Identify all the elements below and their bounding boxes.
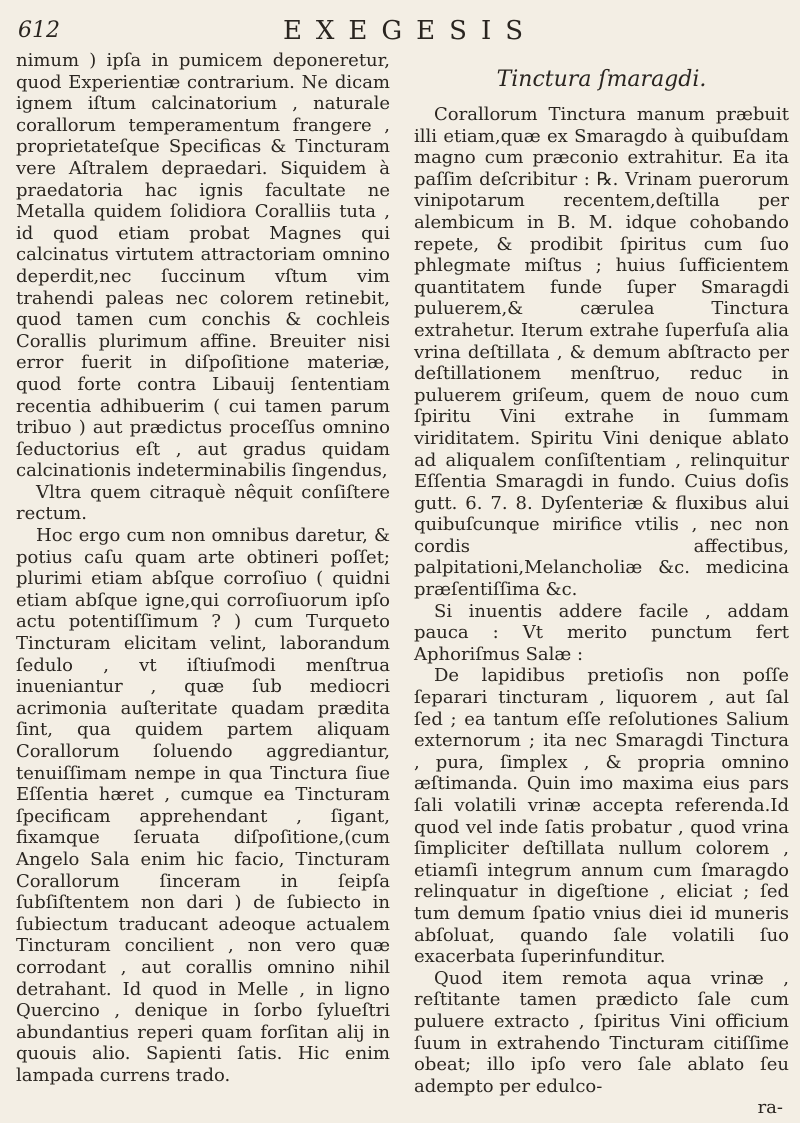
paragraph: Hoc ergo cum non omnibus daretur, & potius caſu quam arte obtineri poſſet; plurimi etiam abſque corroſiuo ( quidni etiam abſque igne,qui corroſiuorum ipſo actu potentiſſimum ? ) cum Turqueto Tincturam elicitam velint, laborandum ſedulo , vt iſtiuſmodi menſtrua inueniantur , quæ ſub mediocri acrimonia auſteritate quadam prædita ſint, qua quidem partem aliquam Corallorum ſoluendo aggrediantur, tenuiſſimam nempe in qua Tinctura ſiue Eſſentia hæret , cumque ea Tincturam ſpecificam apprehendant , ſigant, fixamque ſeruata diſpoſitione,(cum Angelo Sala enim hic facio, Tincturam Corallorum ſinceram in ſeipſa ſubſiſtentem non dari ) de ſubiecto in ſubiectum traducant adeoque actualem Tincturam concilient , non vero quæ corrodant , aut corallis omnino nihil detrahant. Id quod in Melle , in ligno Quercino , denique in ſorbo ſylueſtri abundantius reperi quam forſitan alij in quouis alio. Sapienti ſatis. Hic enim lampada currens trado. [16,525,390,1086]
paragraph: Si inuentis addere facile , addam pauca : Vt merito punctum fert Aphoriſmus Salæ : [414,600,789,665]
catchword: ra- [757,1097,783,1119]
paragraph: nimum ) ipſa in pumicem deponeretur, quod Experientiæ contrarium. Ne dicam ignem iſtum calcinatorium , naturale corallorum temperamentum frangere , proprietateſque Specificas & Tincturam vere Aſtralem depraedari. Siquidem à praedatoria hac ignis facultate ne Metalla quidem ſolidiora Coralliis tuta , id quod etiam probat Magnes qui calcinatus virtutem attractoriam omnino deperdit,nec ſuccinum vſtum vim trahendi paleas nec colorem retinebit, quod tamen cum conchis & cochleis Corallis plurimum affine. Breuiter nisi error fuerit in diſpoſitione materiæ, quod forte contra Libauij ſententiam recentia adhibuerim ( cui tamen parum tribuo ) aut prædictus proceſſus omnino ſeductorius eſt , aut gradus quidam calcinationis indeterminabilis ſingendus, [16,50,390,482]
left-column [16,50,390,1087]
paragraph: De lapidibus pretioſis non poſſe ſeparari tincturam , liquorem , aut ſal ſed ; ea tantum eſſe reſolutiones Salium externorum ; ita nec Smaragdi Tinctura , pura, ſimplex , & propria omnino æſtimanda. Quin imo maxima eius pars ſali volatili vrinæ accepta referenda.Id quod vel inde ſatis probatur , quod vrina ſimpliciter deſtillata nullum colorem , etiamſi integrum annum cum ſmaragdo relinquatur in digeſtione , eliciat ; ſed tum demum ſpatio vnius diei id muneris abſoluat, quando ſale volatili ſuo exacerbata ſuperinfunditur. [414,665,789,968]
paragraph: Quod item remota aqua vrinæ , reſtitante tamen prædicto ſale cum puluere extracto , ſpiritus Vini officium ſuum in extrahendo Tincturam citiſſime obeat; illo ipſo vero ſale ablato ſeu adempto per edulco- [414,967,789,1097]
section-title: Tinctura ſmaragdi. [496,67,707,92]
page-header [0,16,800,48]
paragraph: Vltra quem citraquè nêquit conſiſtere rectum. [16,481,390,525]
running-head: EXEGESIS [282,16,538,46]
paragraph: Corallorum Tinctura manum præbuit illi etiam,quæ ex Smaragdo à quibuſdam magno cum præconio extrahitur. Ea ita paſſim deſcribitur : ℞. Vrinam puerorum vinipotarum recentem,deſtilla per alembicum in B. M. idque cohobando repete, & prodibit ſpiritus cum ſuo phlegmate miſtus ; huius ſufficientem quantitatem funde ſuper Smaragdi puluerem,& cærulea Tinctura extrahetur. Iterum extrahe ſuperfuſa alia vrina deſtillata , & demum abſtracto per deſtillationem menſtruo, reduc in puluerem griſeum, quem de nouo cum ſpiritu Vini extrahe in ſummam viriditatem. Spiritu Vini denique ablato ad aliqualem conſiſtentiam , relinquitur Eſſentia Smaragdi in fundo. Cuius doſis gutt. 6. 7. 8. Dyſenteriæ & fluxibus alui quibuſcunque mirifice vtilis , nec non cordis affectibus, palpitationi,Melancholiæ &c. medicina præſentiſſima &c. [414,104,789,601]
page-number: 612 [18,18,60,43]
right-column [414,50,789,1119]
